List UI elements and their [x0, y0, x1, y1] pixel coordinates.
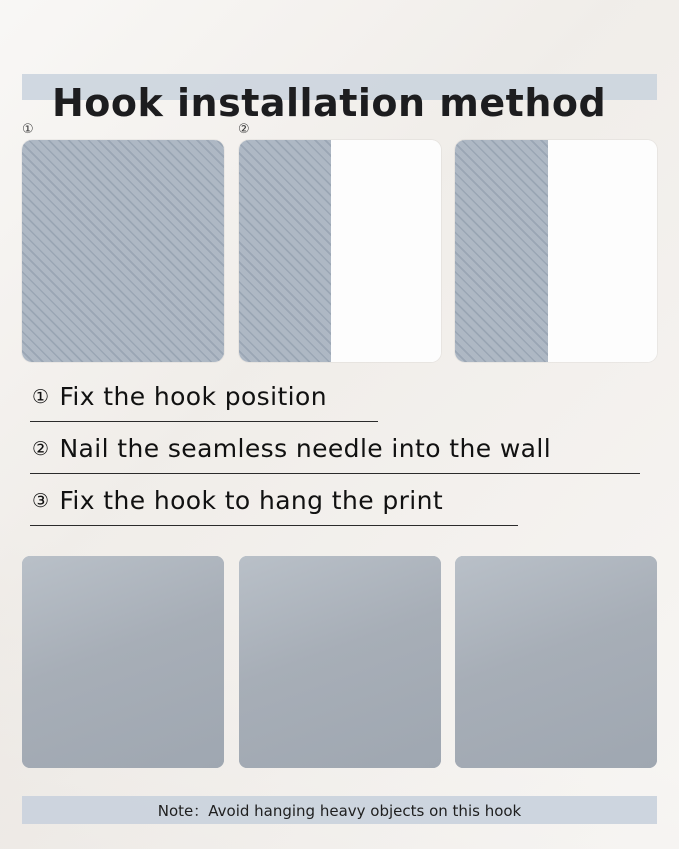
page-title: Hook installation method	[52, 81, 607, 125]
photo-background-2	[239, 556, 441, 768]
instruction-step-2-label: Nail the seamless needle into the wall	[59, 434, 552, 463]
diagram-panel-row	[22, 140, 657, 362]
note-text: Note：Avoid hanging heavy objects on this hook	[157, 802, 522, 820]
instruction-step-2-underline	[30, 473, 640, 475]
instruction-step-3-text	[32, 486, 443, 515]
panel-1-number: ①	[22, 122, 34, 137]
photo-background-1	[22, 556, 224, 768]
instruction-step-1-text	[32, 382, 327, 411]
white-area-2	[548, 140, 657, 362]
instruction-step-3-underline	[30, 525, 518, 527]
white-area	[331, 140, 440, 362]
hook-nailed-panel	[455, 140, 657, 362]
wall-hatch-pattern	[22, 140, 224, 362]
instruction-step-3	[24, 484, 664, 536]
instruction-step-2-number: ②	[32, 438, 50, 460]
hook-on-wall-panel	[22, 140, 224, 362]
instruction-step-2-text	[32, 434, 551, 463]
hook-with-hammer-panel	[239, 140, 441, 362]
instruction-step-1-label: Fix the hook position	[59, 382, 327, 411]
photo-background-3	[455, 556, 657, 768]
instruction-step-1	[24, 380, 664, 432]
wall-hatch-left	[239, 140, 332, 362]
panel-2-number: ②	[238, 122, 250, 137]
title-section	[0, 44, 679, 125]
hook-side-pins-photo	[239, 556, 441, 768]
two-hooks-photo	[22, 556, 224, 768]
instruction-step-2	[24, 432, 664, 484]
hook-front-pins-photo	[455, 556, 657, 768]
instruction-step-1-number: ①	[32, 386, 50, 408]
instruction-step-3-label: Fix the hook to hang the print	[59, 486, 444, 515]
instruction-step-1-underline	[30, 421, 378, 423]
wall-hatch-left-2	[455, 140, 548, 362]
instruction-step-3-number: ③	[32, 490, 50, 512]
product-photo-row	[22, 556, 657, 768]
instruction-list	[24, 380, 664, 536]
